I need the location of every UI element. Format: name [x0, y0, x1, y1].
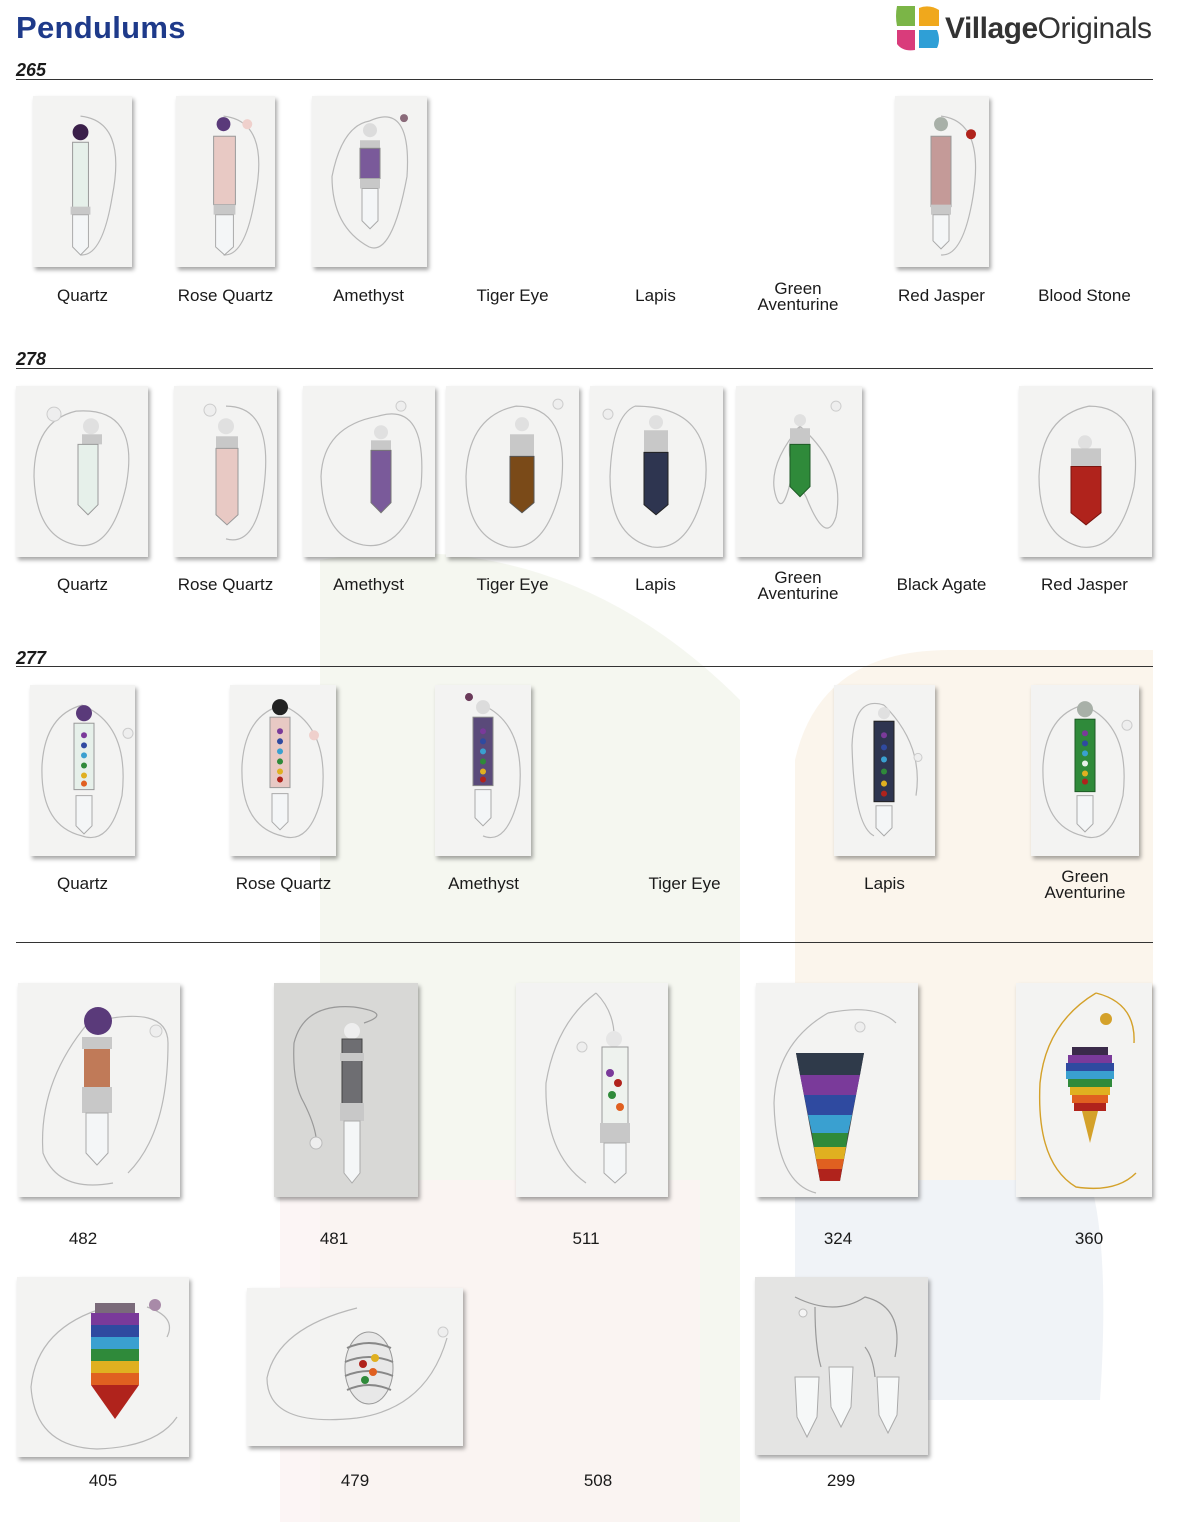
caption-tiger-eye: Tiger Eye — [476, 286, 549, 305]
product-number-511: 511 — [572, 1229, 600, 1248]
caption-red-jasper: Red Jasper — [1041, 575, 1128, 594]
caption-green-aventurine: Green Aventurine — [1044, 867, 1126, 902]
chakra-cone-icon — [756, 983, 918, 1197]
product-number-299: 299 — [826, 1471, 856, 1490]
logo-mark-icon — [893, 2, 941, 54]
caption-rose-quartz: Rose Quartz — [235, 874, 332, 893]
chakra-pendulum-icon — [230, 685, 336, 856]
section-265-rule — [16, 79, 1153, 80]
caption-lapis: Lapis — [635, 286, 676, 305]
pendulum-icon — [16, 386, 148, 557]
product-photo[interactable] — [303, 386, 435, 557]
product-photo[interactable] — [1031, 685, 1139, 856]
caption-quartz: Quartz — [56, 286, 109, 305]
caption-tiger-eye: Tiger Eye — [476, 575, 549, 594]
product-number-324: 324 — [823, 1229, 853, 1248]
pendulum-icon — [1019, 386, 1152, 557]
logo-word-originals: Originals — [1037, 12, 1152, 45]
product-photo[interactable] — [247, 1288, 463, 1446]
caption-rose-quartz: Rose Quartz — [177, 575, 274, 594]
products-divider — [16, 942, 1153, 943]
product-photo[interactable] — [736, 386, 862, 557]
logo-wordmark — [945, 12, 1152, 46]
product-photo[interactable] — [755, 1277, 928, 1455]
caption-amethyst: Amethyst — [448, 874, 519, 893]
crystal-pendulum-set-icon — [755, 1277, 928, 1455]
chip-pendulum-icon — [516, 983, 668, 1197]
product-photo[interactable] — [446, 386, 579, 557]
product-photo[interactable] — [516, 983, 668, 1197]
caption-blood-stone: Blood Stone — [1038, 286, 1131, 305]
product-photo[interactable] — [33, 96, 132, 267]
section-278-label: 278 — [16, 349, 47, 369]
product-photo[interactable] — [435, 685, 531, 856]
logo-word-village: Village — [945, 12, 1038, 45]
caption-quartz: Quartz — [56, 575, 109, 594]
pendulum-icon — [312, 96, 427, 267]
caption-amethyst: Amethyst — [333, 575, 404, 594]
product-photo[interactable] — [590, 386, 723, 557]
section-277-label: 277 — [16, 648, 47, 668]
product-photo[interactable] — [1019, 386, 1152, 557]
copper-pendulum-icon — [18, 983, 180, 1197]
section-265-label: 265 — [16, 60, 47, 80]
product-number-479: 479 — [340, 1471, 370, 1490]
pendulum-icon — [303, 386, 435, 557]
product-number-508: 508 — [583, 1471, 613, 1490]
pendulum-icon — [446, 386, 579, 557]
chakra-pendulum-icon — [435, 685, 531, 856]
product-photo[interactable] — [274, 983, 418, 1197]
product-number-482: 482 — [68, 1229, 98, 1248]
product-number-360: 360 — [1074, 1229, 1104, 1248]
section-277-rule — [16, 666, 1153, 667]
chakra-pendulum-icon — [30, 685, 135, 856]
caption-lapis: Lapis — [864, 874, 905, 893]
product-photo[interactable] — [756, 983, 918, 1197]
spiral-cage-pendulum-icon — [247, 1288, 463, 1446]
chakra-bar-pendulum-icon — [17, 1277, 189, 1457]
pendulum-icon — [590, 386, 723, 557]
product-photo[interactable] — [230, 685, 336, 856]
caption-tiger-eye: Tiger Eye — [648, 874, 721, 893]
pendulum-icon — [736, 386, 862, 557]
product-photo[interactable] — [18, 983, 180, 1197]
pendulum-icon — [174, 386, 277, 557]
product-photo[interactable] — [174, 386, 277, 557]
caption-quartz: Quartz — [56, 874, 109, 893]
caption-green-aventurine: Green Aventurine — [757, 279, 839, 314]
product-number-481: 481 — [319, 1229, 349, 1248]
product-photo[interactable] — [16, 386, 148, 557]
village-originals-logo — [893, 0, 1163, 60]
product-photo[interactable] — [834, 685, 935, 856]
pendulum-icon — [176, 96, 275, 267]
brass-chakra-pendulum-icon — [1016, 983, 1152, 1197]
caption-red-jasper: Red Jasper — [898, 286, 985, 305]
pendulum-icon — [33, 96, 132, 267]
caption-rose-quartz: Rose Quartz — [177, 286, 274, 305]
product-photo[interactable] — [895, 96, 989, 267]
pendulum-icon — [895, 96, 989, 267]
steel-pendulum-icon — [274, 983, 418, 1197]
product-photo[interactable] — [17, 1277, 189, 1457]
product-photo[interactable] — [1016, 983, 1152, 1197]
product-photo[interactable] — [30, 685, 135, 856]
section-278-rule — [16, 368, 1153, 369]
product-photo[interactable] — [176, 96, 275, 267]
caption-green-aventurine: Green Aventurine — [757, 568, 839, 603]
chakra-pendulum-icon — [834, 685, 935, 856]
product-photo[interactable] — [312, 96, 427, 267]
page-title: Pendulums — [16, 10, 186, 45]
caption-black-agate: Black Agate — [896, 575, 987, 594]
caption-amethyst: Amethyst — [333, 286, 404, 305]
caption-lapis: Lapis — [635, 575, 676, 594]
product-number-405: 405 — [88, 1471, 118, 1490]
chakra-pendulum-icon — [1031, 685, 1139, 856]
